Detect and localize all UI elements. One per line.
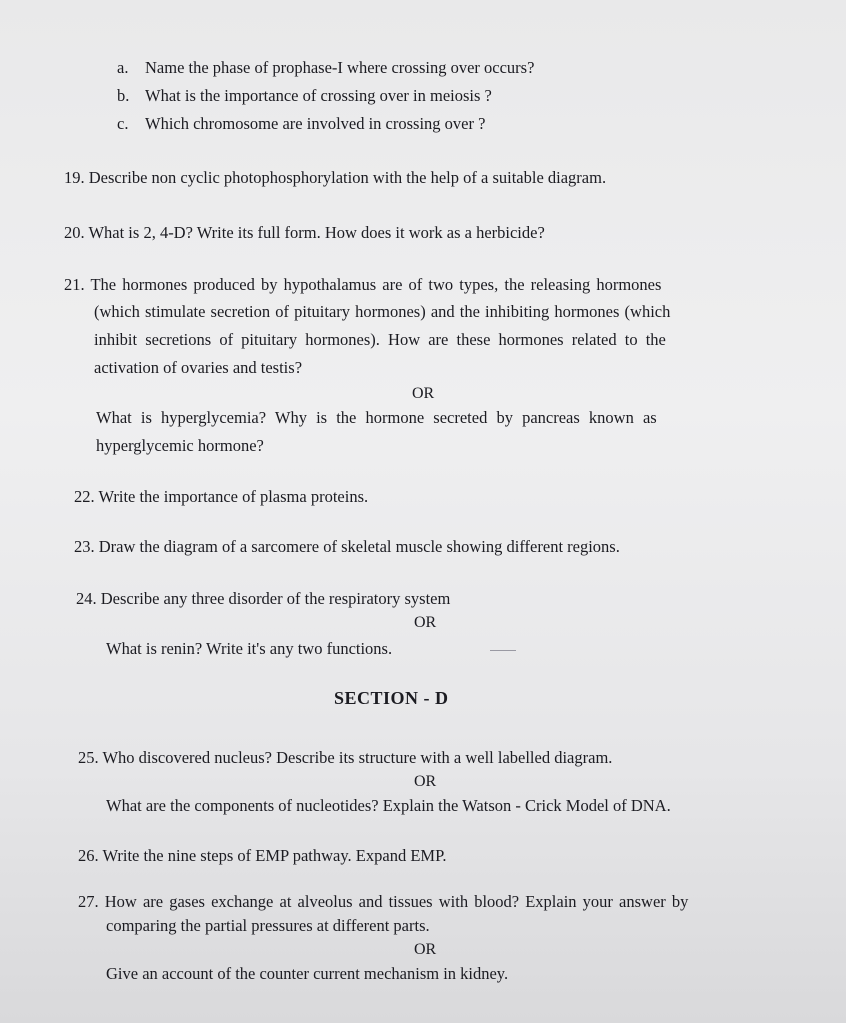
q18-part-b-letter: b. bbox=[117, 86, 130, 105]
q27-number: 27. bbox=[78, 892, 99, 911]
question-24 bbox=[76, 589, 450, 609]
q20-text: What is 2, 4-D? Write its full form. How does it work as a herbicide? bbox=[88, 223, 545, 242]
q18-part-c bbox=[117, 114, 485, 134]
q24-number: 24. bbox=[76, 589, 97, 608]
q24-or: OR bbox=[414, 614, 437, 631]
q21-or: OR bbox=[412, 385, 435, 402]
q27-line-2: comparing the partial pressures at different parts. bbox=[106, 916, 430, 935]
q22-text: Write the importance of plasma proteins. bbox=[98, 487, 369, 506]
question-21-line-1 bbox=[64, 275, 661, 295]
q19-number: 19. bbox=[64, 168, 85, 187]
q24-text: Describe any three disorder of the respiratory system bbox=[100, 589, 451, 608]
q21-number: 21. bbox=[64, 275, 85, 294]
q23-text: Draw the diagram of a sarcomere of skeletal muscle showing different regions. bbox=[98, 537, 620, 556]
q25-alt: What are the components of nucleotides? Explain the Watson - Crick Model of DNA. bbox=[106, 796, 671, 815]
q27-alt: Give an account of the counter current mechanism in kidney. bbox=[106, 964, 509, 983]
q21-line-2: (which stimulate secretion of pituitary hormones) and the inhibiting hormones (which bbox=[94, 302, 671, 321]
q18-part-a-letter: a. bbox=[117, 58, 129, 77]
q26-text: Write the nine steps of EMP pathway. Expand EMP. bbox=[102, 846, 447, 865]
q18-part-c-letter: c. bbox=[117, 114, 129, 133]
q25-number: 25. bbox=[78, 748, 99, 767]
question-26 bbox=[78, 846, 447, 866]
question-27-line-1 bbox=[78, 892, 688, 912]
q20-number: 20. bbox=[64, 223, 85, 242]
q21-line-4: activation of ovaries and testis? bbox=[94, 358, 303, 377]
q19-text: Describe non cyclic photophosphorylation with the help of a suitable diagram. bbox=[88, 168, 607, 187]
q22-number: 22. bbox=[74, 487, 95, 506]
question-22 bbox=[74, 487, 368, 507]
question-20 bbox=[64, 223, 545, 243]
q27-or: OR bbox=[414, 941, 437, 958]
question-25 bbox=[78, 748, 612, 768]
question-23 bbox=[74, 537, 620, 557]
section-d-heading: SECTION - D bbox=[334, 688, 449, 708]
q18-part-b bbox=[117, 86, 492, 106]
q24-alt: What is renin? Write it's any two functions. bbox=[106, 639, 393, 658]
q27-line-1: How are gases exchange at alveolus and tissues with blood? Explain your answer by bbox=[104, 892, 689, 911]
q21-alt-line-1: What is hyperglycemia? Why is the hormone secreted by pancreas known as bbox=[96, 408, 657, 427]
q25-or: OR bbox=[414, 773, 437, 790]
q25-text: Who discovered nucleus? Describe its structure with a well labelled diagram. bbox=[102, 748, 613, 767]
q21-line-3: inhibit secretions of pituitary hormones). How are these hormones related to the bbox=[94, 330, 666, 349]
q26-number: 26. bbox=[78, 846, 99, 865]
q18-part-a-text: Name the phase of prophase-I where crossing over occurs? bbox=[145, 58, 535, 77]
q23-number: 23. bbox=[74, 537, 95, 556]
q21-line-1: The hormones produced by hypothalamus are of two types, the releasing hormones bbox=[90, 275, 662, 294]
q18-part-c-text: Which chromosome are involved in crossing over ? bbox=[145, 114, 486, 133]
question-19 bbox=[64, 168, 606, 188]
stray-mark bbox=[490, 650, 516, 651]
q21-alt-line-2: hyperglycemic hormone? bbox=[96, 436, 264, 455]
q18-part-b-text: What is the importance of crossing over in meiosis ? bbox=[145, 86, 492, 105]
q18-part-a bbox=[117, 58, 534, 78]
